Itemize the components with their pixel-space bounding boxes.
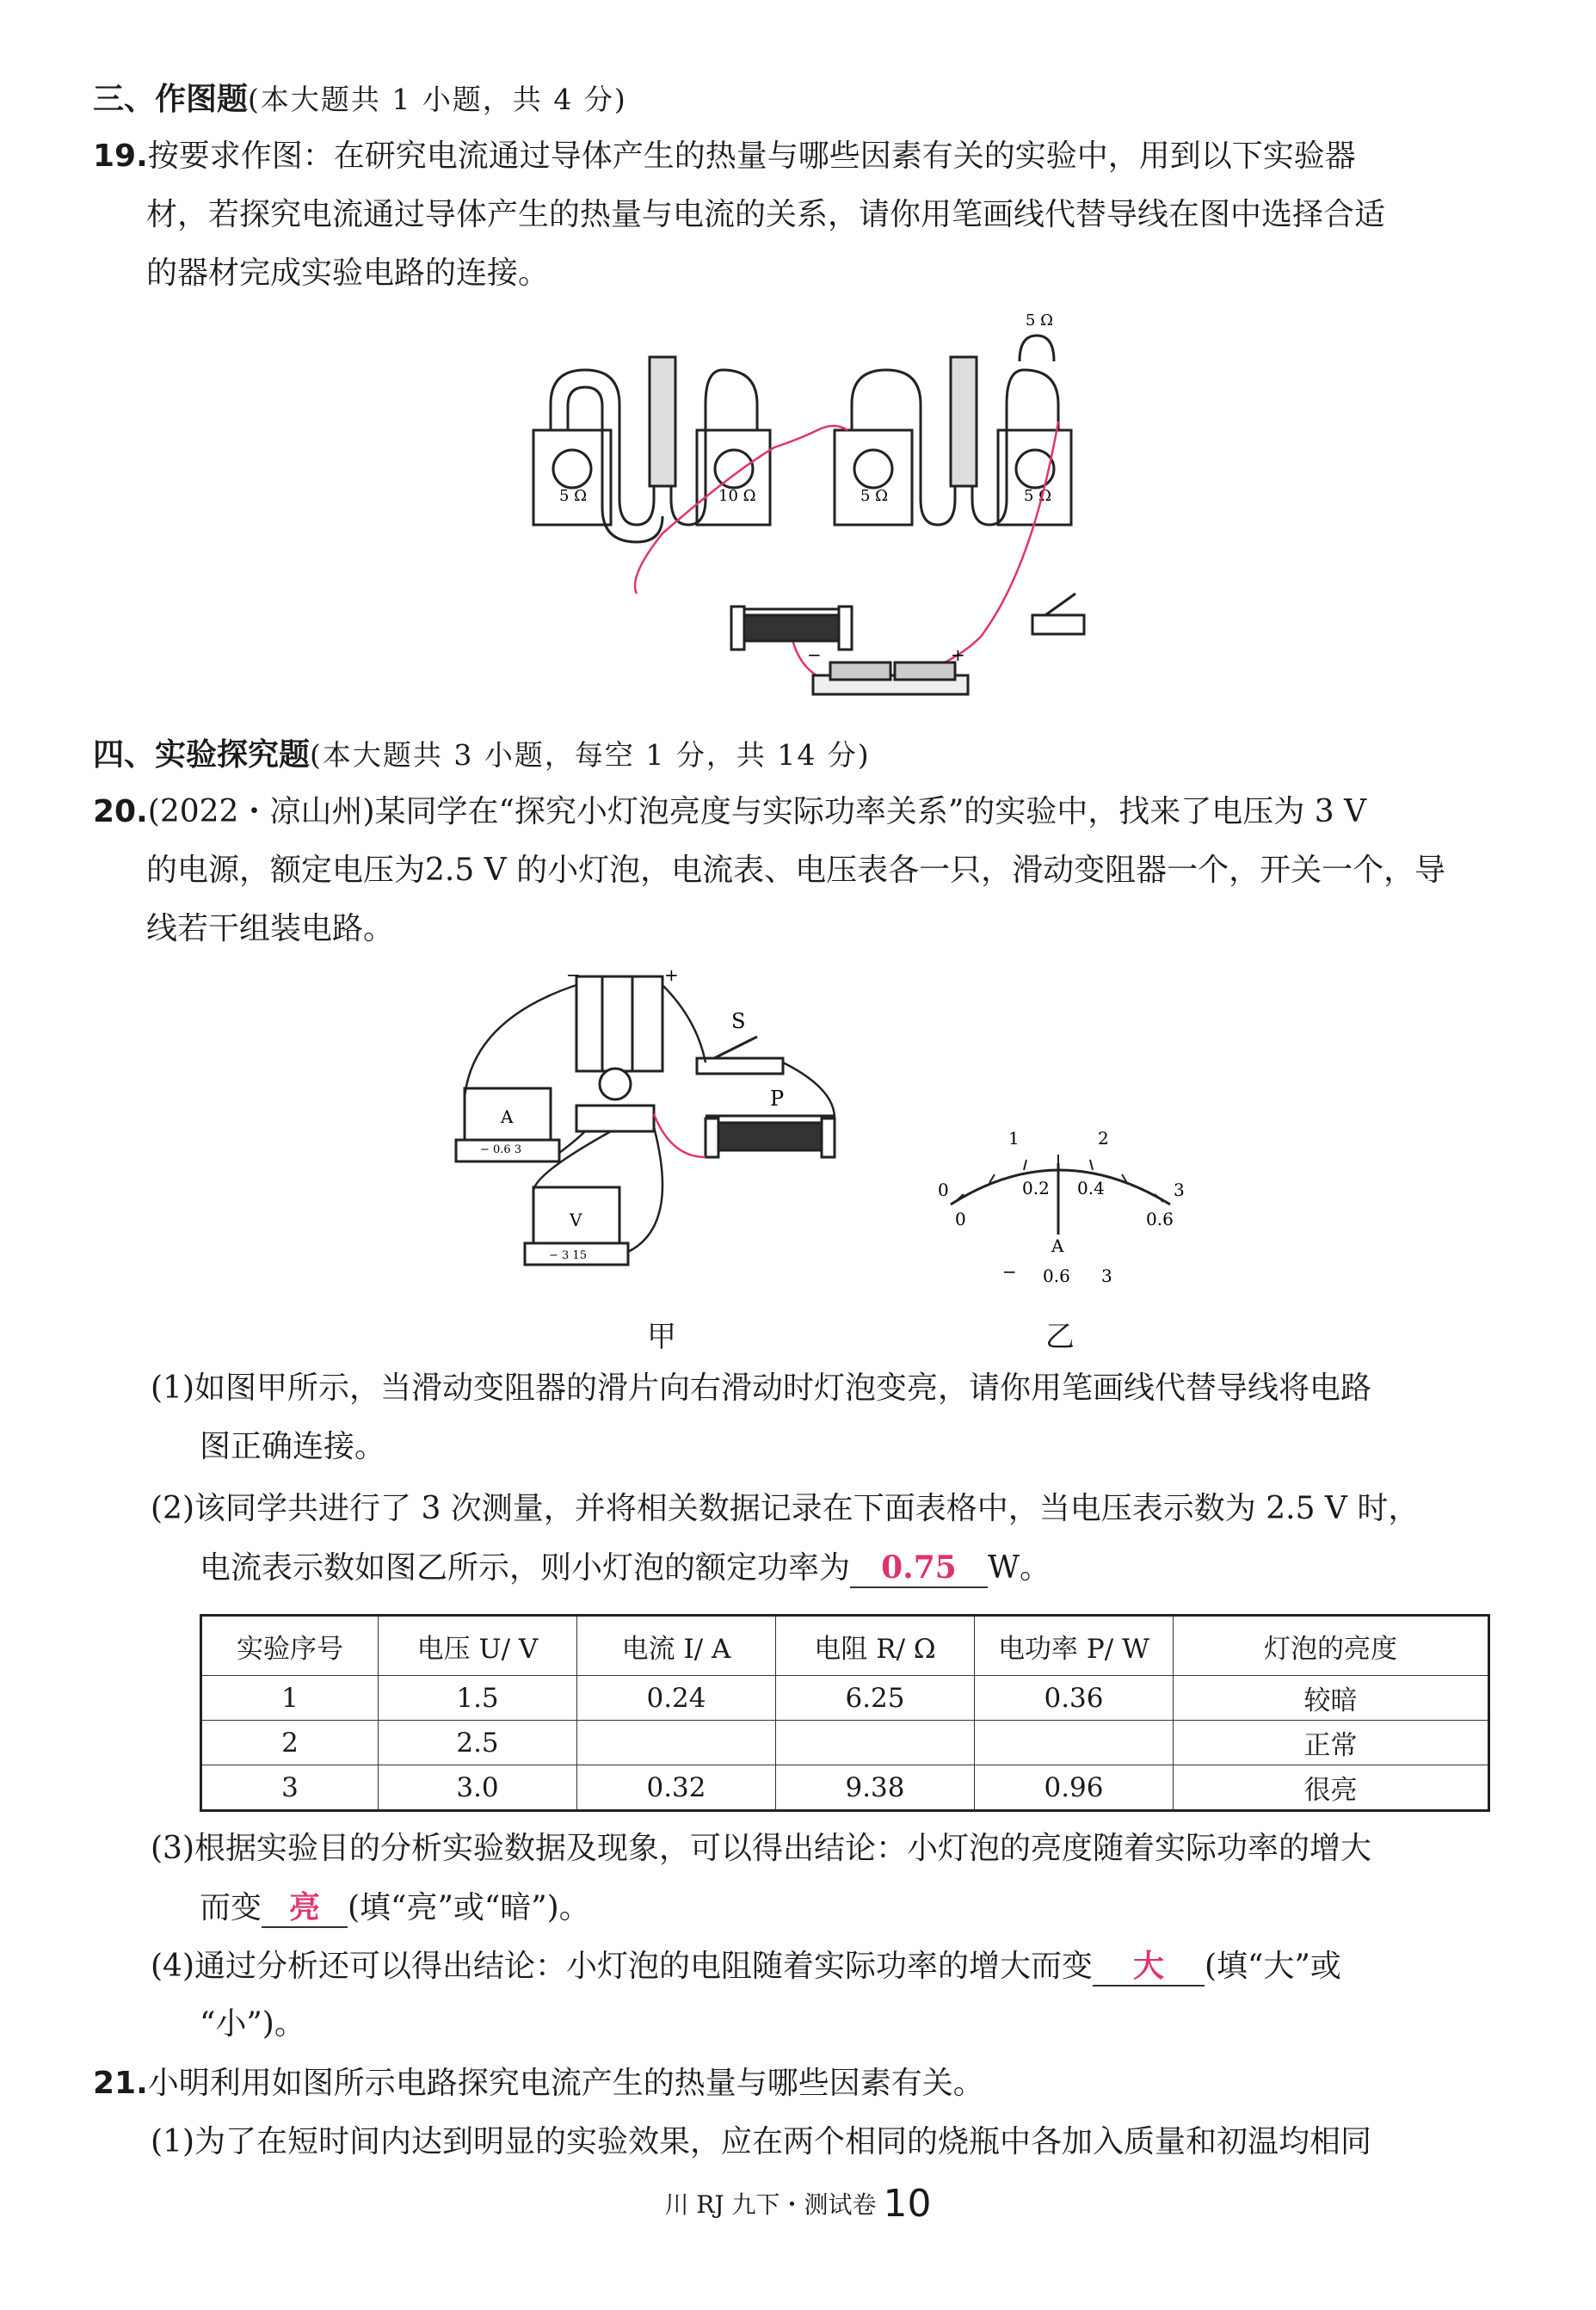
answer-blank-power[interactable]: 0.75: [850, 1549, 988, 1588]
table-cell: 9.38: [776, 1765, 975, 1811]
q20-line-3: 线若干组装电路。: [146, 911, 395, 946]
switch-s: [697, 1037, 783, 1074]
table-cell: [975, 1721, 1174, 1765]
q20-p4-line-1: [151, 1947, 1341, 1987]
label-r2: 10 Ω: [718, 487, 756, 505]
q20-text: (2022・凉山州)某同学在“探究小灯泡亮度与实际功率关系”的实验中，找来了电压为 3 V: [147, 794, 1367, 829]
q20-p4-hint: (填“大”或: [1205, 1949, 1341, 1984]
battery: [813, 662, 968, 694]
label-a: A: [501, 1106, 514, 1127]
label-p: P: [770, 1087, 785, 1111]
label-r1: 5 Ω: [559, 487, 588, 505]
q20-line-1: [93, 793, 1366, 831]
container-right-1: [835, 430, 912, 525]
table-cell: 正常: [1174, 1721, 1489, 1765]
table-cell: 2.5: [379, 1721, 577, 1765]
rheostat: [731, 607, 852, 650]
label-r4: 5 Ω: [1024, 487, 1052, 505]
table-cell: 1: [201, 1676, 379, 1721]
label-r5: 5 Ω: [1026, 311, 1054, 330]
table-cell: 0.36: [975, 1676, 1174, 1721]
scale-bottom-0: 0: [955, 1209, 966, 1229]
q20-p3-text: 而变: [200, 1890, 262, 1925]
scale-arc: [951, 1170, 1170, 1204]
section-note: (本大题共 1 小题，共 4 分): [248, 83, 627, 116]
q19-text: 按要求作图：在研究电流通过导体产生的热量与哪些因素有关的实验中，用到以下实验器: [147, 139, 1356, 174]
terminal-minus: −: [1002, 1261, 1017, 1282]
container-left-2: [697, 430, 770, 525]
data-table: [200, 1614, 1490, 1812]
resistor-coil-icon: [854, 450, 892, 488]
scale-bottom-1: 0.2: [1022, 1178, 1050, 1198]
unit-a: A: [1051, 1235, 1064, 1256]
figure-jia-circuit: [439, 968, 886, 1303]
caption-jia: 甲: [647, 1320, 676, 1354]
section-4-heading: [93, 736, 871, 774]
table-cell: 0.32: [577, 1765, 776, 1811]
table-header-row: [201, 1616, 1489, 1676]
question-number: 19.: [93, 139, 148, 174]
q20-p3-line-2: [200, 1888, 590, 1928]
footer-text: 川 RJ 九下・测试卷: [664, 2190, 877, 2219]
left-heating-apparatus: [533, 357, 770, 542]
scale-top-0: 0: [938, 1180, 949, 1200]
section-3-heading: [93, 81, 627, 119]
table-cell: 0.96: [975, 1765, 1174, 1811]
table-cell: 2: [201, 1721, 379, 1765]
table-cell: 1.5: [379, 1676, 577, 1721]
question-number: 21.: [93, 2066, 148, 2101]
resistor-coil-icon: [553, 450, 591, 488]
battery-minus: −: [807, 644, 822, 665]
scale-top-2: 2: [1098, 1128, 1109, 1149]
table-cell: 3: [201, 1765, 379, 1811]
page-footer: [0, 2182, 1596, 2226]
section-title: 三、作图题: [93, 82, 249, 117]
section-note: (本大题共 3 小题，每空 1 分，共 14 分): [310, 738, 871, 772]
q19-line-3: 的器材完成实验电路的连接。: [146, 256, 550, 291]
unit-w: W。: [988, 1550, 1051, 1586]
q21-line-1: [93, 2065, 984, 2103]
scale-top-3: 3: [1174, 1180, 1185, 1200]
scale-top-1: 1: [1008, 1128, 1020, 1149]
table-cell: [776, 1721, 975, 1765]
q19-circuit-figure: [516, 310, 1118, 714]
battery-minus: −: [566, 968, 581, 985]
table-cell: 很亮: [1174, 1765, 1489, 1811]
rheostat-p: [706, 1116, 835, 1157]
q20-p3-line-1: (3)根据实验目的分析实验数据及现象，可以得出结论：小灯泡的亮度随着实际功率的增大: [151, 1831, 1371, 1866]
scale-bottom-3: 0.6: [1146, 1209, 1174, 1229]
figure-yi-ammeter: [929, 1110, 1205, 1299]
label-v: V: [570, 1210, 582, 1230]
resistor-coil-icon: [715, 450, 753, 488]
question-number: 20.: [93, 794, 148, 829]
container-left-1: [533, 430, 611, 525]
page-number: 10: [883, 2182, 932, 2226]
container-right-2: [998, 430, 1071, 525]
answer-blank-resistance[interactable]: 大: [1093, 1947, 1205, 1987]
external-resistor: [1020, 336, 1054, 361]
table-header: 电压 U/ V: [379, 1616, 577, 1676]
table-row: [201, 1721, 1489, 1765]
ammeter-terminals: − 0.6 3: [480, 1143, 522, 1156]
q21-text: 小明利用如图所示电路探究电流产生的热量与哪些因素有关。: [147, 2066, 984, 2101]
voltmeter-terminals: − 3 15: [549, 1249, 587, 1262]
terminal-06: 0.6: [1043, 1266, 1070, 1286]
q20-p2-line-2: [200, 1549, 1051, 1588]
answer-blank-brightness[interactable]: 亮: [262, 1888, 348, 1928]
table-cell: [577, 1721, 776, 1765]
caption-yi: 乙: [1045, 1320, 1075, 1354]
table-cell: 3.0: [379, 1765, 577, 1811]
q20-p1-line-2: 图正确连接。: [200, 1429, 386, 1464]
table-header: 电功率 P/ W: [975, 1616, 1174, 1676]
table-header: 实验序号: [201, 1616, 379, 1676]
q20-p4-text: (4)通过分析还可以得出结论：小灯泡的电阻随着实际功率的增大而变: [151, 1949, 1093, 1984]
switch: [1032, 594, 1084, 634]
q20-p2-text: 电流表示数如图乙所示，则小灯泡的额定功率为: [200, 1550, 851, 1586]
table-header: 电阻 R/ Ω: [776, 1616, 975, 1676]
q19-line-1: [93, 138, 1356, 176]
battery-pack: [576, 976, 662, 1071]
label-s: S: [731, 1009, 746, 1033]
table-row: [201, 1765, 1489, 1811]
lamp: [576, 1069, 654, 1131]
q20-p3-hint: (填“亮”或“暗”)。: [348, 1890, 590, 1925]
label-r3: 5 Ω: [860, 487, 889, 505]
table-header: 电流 I/ A: [577, 1616, 776, 1676]
table-header: 灯泡的亮度: [1174, 1616, 1489, 1676]
scale-bottom-2: 0.4: [1077, 1178, 1105, 1198]
q20-p4-line-2: “小”)。: [200, 2006, 305, 2042]
q20-line-2: 的电源，额定电压为2.5 V 的小灯泡，电流表、电压表各一只，滑动变阻器一个，开关一个，导: [146, 853, 1446, 888]
table-row: [201, 1676, 1489, 1721]
q20-p2-line-1: (2)该同学共进行了 3 次测量，并将相关数据记录在下面表格中，当电压表示数为 2.5 V 时，: [151, 1491, 1420, 1526]
battery-plus: +: [951, 644, 965, 665]
q19-line-2: 材，若探究电流通过导体产生的热量与电流的关系，请你用笔画线代替导线在图中选择合适: [146, 197, 1386, 232]
battery-plus: +: [664, 968, 679, 985]
terminal-3: 3: [1101, 1266, 1112, 1286]
q21-p1-line: (1)为了在短时间内达到明显的实验效果，应在两个相同的烧瓶中各加入质量和初温均相同: [151, 2124, 1371, 2159]
answer-wire: [654, 1114, 706, 1157]
table-cell: 6.25: [776, 1676, 975, 1721]
section-title: 四、实验探究题: [93, 737, 311, 773]
q20-p1-line-1: (1)如图甲所示，当滑动变阻器的滑片向右滑动时灯泡变亮，请你用笔画线代替导线将电路: [151, 1371, 1371, 1406]
table-cell: 0.24: [577, 1676, 776, 1721]
table-cell: 较暗: [1174, 1676, 1489, 1721]
